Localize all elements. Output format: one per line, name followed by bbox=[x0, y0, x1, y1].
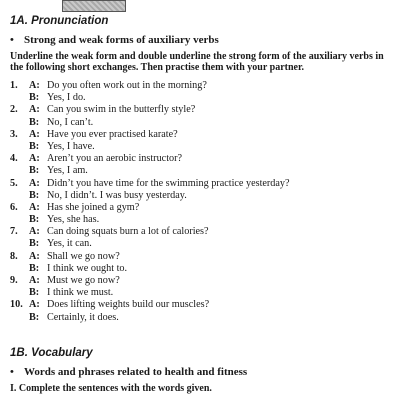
speaker-b-label: B: bbox=[29, 262, 40, 274]
exchange-item bbox=[10, 299, 395, 323]
exchange-number: 5. bbox=[10, 177, 18, 189]
speaker-b-text: I think we ought to. bbox=[47, 262, 128, 274]
speaker-a-label: A: bbox=[29, 275, 40, 286]
exchange-number: 1. bbox=[10, 80, 18, 91]
exchange-number: 2. bbox=[10, 104, 18, 116]
bullet-icon: • bbox=[10, 366, 14, 378]
speaker-b-label: B: bbox=[29, 165, 40, 177]
speaker-b-label: B: bbox=[29, 189, 40, 201]
speaker-a-label: A: bbox=[29, 226, 40, 238]
exchange-item bbox=[10, 275, 395, 299]
speaker-a-text: Must we go now? bbox=[47, 275, 120, 286]
line-b bbox=[10, 190, 395, 202]
speaker-a-text: Does lifting weights build our muscles? bbox=[47, 299, 210, 311]
exchange-list bbox=[10, 80, 395, 324]
speaker-a-label: A: bbox=[29, 153, 40, 165]
line-a bbox=[10, 178, 395, 190]
exchange-number: 8. bbox=[10, 250, 18, 262]
exchange-item bbox=[10, 178, 395, 202]
speaker-b-text: Yes, I have. bbox=[47, 140, 95, 152]
exchange-item bbox=[10, 202, 395, 226]
speaker-a-label: A: bbox=[29, 250, 40, 262]
line-b bbox=[10, 263, 395, 275]
exchange-number: 9. bbox=[10, 275, 18, 286]
line-a bbox=[10, 275, 395, 287]
speaker-b-text: Yes, I am. bbox=[47, 165, 88, 177]
speaker-a-label: A: bbox=[29, 128, 40, 140]
exchange-item bbox=[10, 153, 395, 177]
speaker-b-label: B: bbox=[29, 140, 40, 152]
speaker-a-label: A: bbox=[29, 299, 40, 311]
speaker-b-label: B: bbox=[29, 311, 40, 323]
speaker-a-label: A: bbox=[29, 177, 40, 189]
line-a bbox=[10, 129, 395, 141]
speaker-a-label: A: bbox=[29, 80, 40, 91]
speaker-a-label: A: bbox=[29, 104, 40, 116]
line-b bbox=[10, 287, 395, 299]
speaker-a-text: Aren’t you an aerobic instructor? bbox=[47, 153, 183, 165]
bullet-heading-auxiliary-verbs: • Strong and weak forms of auxiliary verbs bbox=[10, 34, 219, 46]
speaker-b-label: B: bbox=[29, 214, 40, 226]
line-b bbox=[10, 117, 395, 129]
speaker-b-text: Yes, I do. bbox=[47, 92, 86, 104]
line-b bbox=[10, 312, 395, 324]
line-b bbox=[10, 92, 395, 104]
exchange-number: 7. bbox=[10, 226, 18, 238]
line-a bbox=[10, 202, 395, 214]
line-b bbox=[10, 165, 395, 177]
speaker-b-label: B: bbox=[29, 238, 40, 250]
speaker-a-text: Can you swim in the butterfly style? bbox=[47, 104, 196, 116]
line-a bbox=[10, 153, 395, 165]
exchange-item bbox=[10, 251, 395, 275]
exchange-number: 10. bbox=[10, 299, 23, 311]
speaker-a-text: Do you often work out in the morning? bbox=[47, 80, 207, 91]
bullet-icon: • bbox=[10, 34, 14, 46]
speaker-b-label: B: bbox=[29, 92, 40, 104]
speaker-b-text: Certainly, it does. bbox=[47, 311, 119, 323]
speaker-b-text: I think we must. bbox=[47, 287, 114, 299]
line-a bbox=[10, 299, 395, 311]
speaker-a-label: A: bbox=[29, 201, 40, 213]
speaker-a-text: Can doing squats burn a lot of calories? bbox=[47, 226, 209, 238]
line-b bbox=[10, 214, 395, 226]
section-title-pronunciation: 1A. Pronunciation bbox=[10, 15, 109, 27]
line-a bbox=[10, 251, 395, 263]
cropped-photo-edge bbox=[62, 0, 126, 12]
line-b bbox=[10, 238, 395, 250]
exchange-item bbox=[10, 129, 395, 153]
speaker-b-text: Yes, she has. bbox=[47, 214, 100, 226]
exercise-instructions: Underline the weak form and double underline the strong form of the auxiliary verbs in the following short exchanges. Then practise them with your partner. bbox=[10, 51, 384, 73]
line-a bbox=[10, 226, 395, 238]
speaker-a-text: Has she joined a gym? bbox=[47, 201, 140, 213]
exchange-item bbox=[10, 226, 395, 250]
exchange-number: 3. bbox=[10, 128, 18, 140]
speaker-b-label: B: bbox=[29, 287, 40, 299]
section-title-vocabulary: 1B. Vocabulary bbox=[10, 347, 93, 359]
speaker-b-text: No, I didn’t. I was busy yesterday. bbox=[47, 189, 187, 201]
exchange-item bbox=[10, 104, 395, 128]
line-a bbox=[10, 104, 395, 116]
speaker-a-text: Shall we go now? bbox=[47, 250, 120, 262]
line-a bbox=[10, 80, 395, 92]
line-b bbox=[10, 141, 395, 153]
exchange-item bbox=[10, 80, 395, 104]
speaker-a-text: Have you ever practised karate? bbox=[47, 128, 178, 140]
speaker-b-label: B: bbox=[29, 116, 40, 128]
speaker-b-text: No, I can’t. bbox=[47, 116, 94, 128]
vocabulary-instruction: I. Complete the sentences with the words given. bbox=[10, 383, 212, 394]
exchange-number: 6. bbox=[10, 201, 18, 213]
exchange-number: 4. bbox=[10, 153, 18, 165]
speaker-b-text: Yes, it can. bbox=[47, 238, 92, 250]
speaker-a-text: Didn’t you have time for the swimming practice yesterday? bbox=[47, 177, 290, 189]
bullet-heading-health-fitness: • Words and phrases related to health and fitness bbox=[10, 366, 248, 378]
